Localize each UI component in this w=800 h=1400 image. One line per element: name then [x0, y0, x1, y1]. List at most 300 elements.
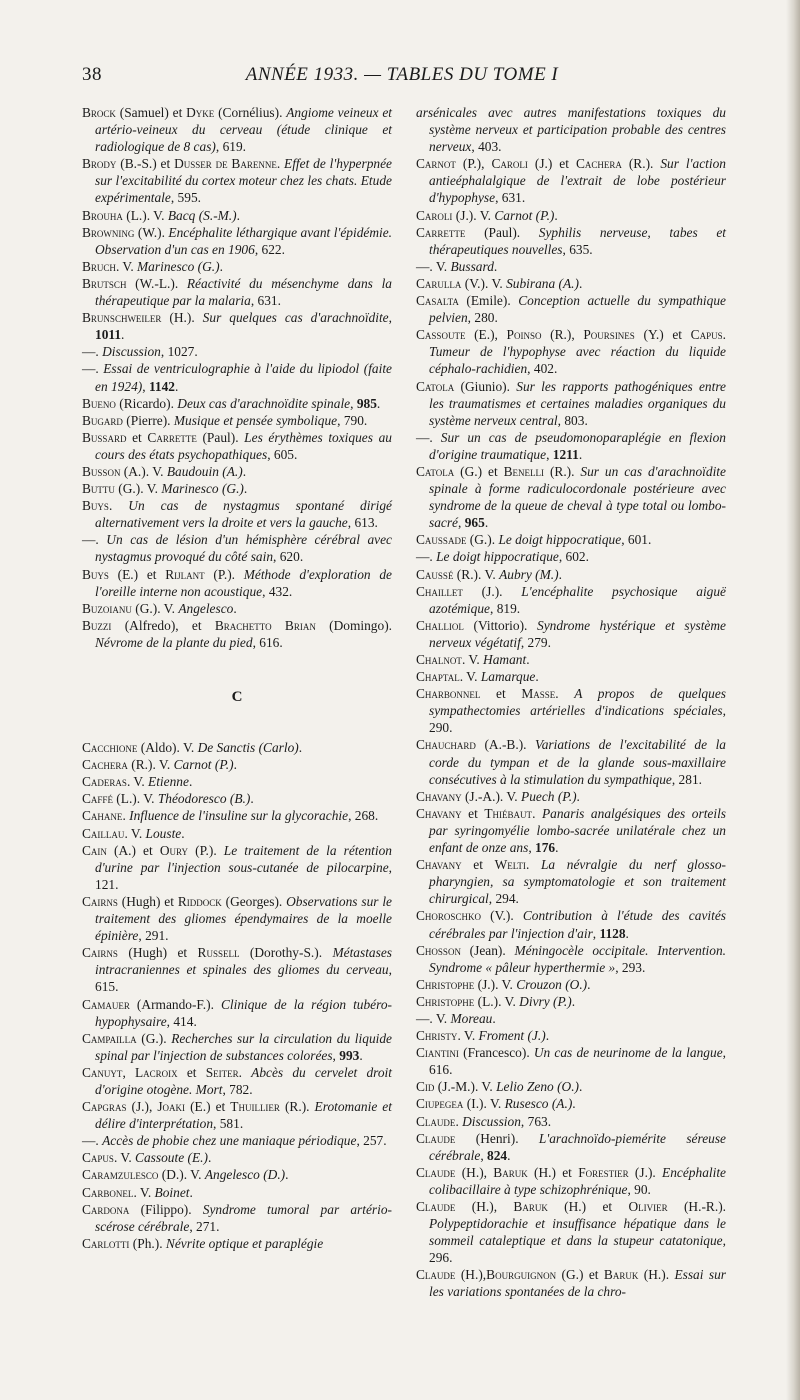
index-entry	[82, 1235, 392, 1252]
index-entry	[416, 155, 726, 206]
entry-text: (V.). V.	[461, 275, 507, 291]
entry-text: Discussion	[462, 1113, 521, 1129]
entry-text: .	[493, 258, 498, 274]
index-entry	[416, 583, 726, 617]
entry-text: 1011	[95, 327, 122, 343]
entry-text: Chalnot	[416, 652, 462, 667]
entry-text: , 90.	[627, 1181, 651, 1197]
entry-text: Caderas	[82, 774, 127, 790]
entry-text: (Alfredo), et	[111, 617, 215, 633]
entry-text: ,	[528, 840, 536, 856]
index-entry	[416, 326, 726, 377]
entry-text: 985	[356, 395, 377, 411]
index-entries-c-left	[82, 739, 392, 1252]
entry-text: Claude	[416, 1113, 456, 1129]
entry-text: Chauchard	[416, 737, 476, 753]
index-entry	[82, 343, 392, 360]
index-entry	[82, 104, 392, 155]
entry-text: A propos de quelques sympathectomies artérielles d'indications spéciales	[429, 686, 726, 719]
index-entry	[416, 531, 726, 548]
entry-text: (H.),	[455, 1267, 487, 1283]
index-entry	[82, 1201, 392, 1235]
entry-text: , 620.	[273, 549, 304, 565]
index-entry	[416, 104, 726, 155]
entry-text: (L.). V.	[112, 791, 158, 807]
index-entry	[416, 856, 726, 907]
entry-text: Le doigt hippocratique	[436, 549, 559, 565]
entry-text: , 257.	[356, 1133, 387, 1149]
entry-text: Baruk	[603, 1267, 639, 1283]
index-entry	[416, 429, 726, 463]
entry-text: Syndrome tumoral par artério-scérose cérébrale	[95, 1201, 392, 1234]
entry-text: et	[480, 686, 522, 702]
entry-text: Choroschko	[416, 908, 481, 924]
index-entry	[416, 907, 726, 941]
entry-text: .	[572, 1096, 576, 1112]
entry-text: (Paul).	[196, 429, 245, 445]
entry-text: (H.),	[455, 1199, 514, 1214]
entry-text: Capgras	[82, 1099, 127, 1115]
entry-text: Carbonel	[82, 1184, 134, 1200]
index-entry	[416, 566, 726, 583]
entry-text: Le traitement de la rétention d'urine par l'injection sous-cutanée de pilocarpine	[95, 842, 392, 875]
entry-text: Seiter	[205, 1064, 239, 1080]
entry-text: (Y.) et	[634, 327, 691, 343]
entry-text: Christophe	[416, 976, 475, 992]
entry-text: —.	[82, 344, 103, 360]
index-entry	[416, 1095, 726, 1112]
entry-text: .	[122, 808, 130, 824]
entry-text: (A.) et	[106, 842, 160, 858]
index-entry	[82, 360, 392, 394]
entry-text: , 279.	[520, 634, 551, 650]
entry-text: (R.),	[541, 327, 584, 343]
entry-text: Théodoresco (B.)	[157, 791, 251, 807]
entry-text: ,	[546, 446, 553, 462]
entry-text: Accès de phobie chez une maniaque périodique	[102, 1133, 357, 1149]
entry-text: Angiome veineux et artério-veineux du cerveau (étude clinique et radiologique de 8 cas)	[95, 105, 392, 155]
entry-text: L'arachnoïdo-piemérite séreuse cérébrale	[429, 1130, 727, 1163]
entry-text: , 615.	[95, 962, 392, 995]
section-letter: C	[231, 689, 243, 705]
entry-text: Cassoute	[416, 327, 466, 343]
entry-text: .	[576, 788, 580, 804]
entry-text: .	[587, 976, 591, 992]
entry-text: , 602.	[558, 549, 589, 565]
entry-text: Polypeptidorachie et insuffisance hépatique dans le sommeil cataleptique et dans la stupeur catatonique	[429, 1216, 726, 1249]
entry-text: .	[236, 207, 240, 223]
entry-text: Lacroix	[134, 1064, 178, 1080]
entry-text: Charbonnel	[416, 686, 481, 702]
entry-text: Etienne	[148, 774, 189, 790]
entry-text: .	[121, 327, 125, 343]
entry-text: ,	[480, 1147, 488, 1163]
entry-text: (D.). V.	[158, 1167, 205, 1183]
entry-text: 1128	[599, 925, 626, 941]
entry-text: (J.-M.). V.	[434, 1079, 497, 1095]
entry-text: Sur quelques cas d'arachnoïdite	[202, 310, 389, 326]
entry-text: Puech (P.)	[521, 788, 577, 804]
entry-text: .	[507, 1147, 511, 1163]
entry-text: Sur les rapports pathogéniques entre les traumatismes et certaines maladies organiques du système nerveux central	[429, 378, 726, 428]
index-entry	[82, 807, 392, 824]
entry-text: Encéphalite léthargique avant l'épidémie. Observation d'un cas en 1906	[95, 224, 393, 257]
entry-text: Névrite optique et paraplégie	[165, 1235, 324, 1251]
entry-text: .	[625, 925, 629, 941]
index-entry	[416, 993, 726, 1010]
entry-text: Sur un cas de pseudomonoparaplégie en flexion d'origine traumatique	[429, 429, 726, 462]
entry-text: Caffé	[82, 791, 113, 807]
entry-text: (W.).	[134, 224, 169, 240]
entry-text: (Francesco).	[458, 1045, 534, 1061]
index-entry	[82, 893, 392, 944]
entry-text: Chaillet	[416, 583, 463, 599]
entry-text: Claude	[416, 1164, 456, 1180]
index-entry	[416, 668, 726, 685]
entry-text: (J.).	[462, 583, 522, 599]
entry-text: . V.	[133, 1184, 155, 1200]
entry-text: et	[461, 857, 495, 873]
entry-text: Riddock	[177, 893, 222, 909]
index-entry	[82, 531, 392, 565]
entry-text: Effet de l'hyperpnée sur l'excitabilité du cortex moteur chez les chats. Etude expérimentale	[95, 156, 392, 206]
entry-text: Caramzulesco	[82, 1167, 159, 1183]
entry-text: , 605.	[267, 446, 298, 462]
entry-text: , 595.	[170, 190, 201, 206]
entry-text: Subirana (A.)	[506, 275, 579, 291]
entry-text: ,	[350, 395, 357, 411]
entry-text: (Ph.).	[129, 1235, 166, 1251]
entry-text: (H.),	[455, 1164, 494, 1180]
entry-text: (J.),	[126, 1099, 158, 1115]
entry-text: Baudouin (A.)	[166, 463, 243, 479]
index-entry	[82, 429, 392, 463]
index-entries-b	[82, 104, 392, 651]
entry-text: .	[285, 1167, 289, 1183]
entry-text: 824	[487, 1147, 508, 1163]
entry-text: 965	[464, 515, 485, 531]
entry-text: —. V.	[416, 1010, 451, 1026]
entry-text: Bacq (S.-M.)	[167, 207, 237, 223]
entry-text: (Dorothy-S.).	[239, 945, 333, 961]
entry-text: Welti	[494, 857, 526, 873]
index-entry	[416, 1044, 726, 1078]
entry-text: Benelli	[503, 463, 545, 479]
entry-text: Catola	[416, 378, 455, 394]
entry-text: (H.).	[161, 310, 203, 326]
index-entry	[82, 773, 392, 790]
entry-text: Baruk	[513, 1199, 548, 1214]
entry-text: (P.).	[188, 842, 224, 858]
entry-text: (J.).	[628, 1164, 663, 1180]
entry-text: , 790.	[337, 412, 368, 428]
index-entry	[416, 292, 726, 326]
entry-text: .	[571, 993, 576, 1009]
entry-text: Sur un cas d'arachnoïdite spinale à forme radiculocordonale postérieure avec syndrome de la queue de cheval à type total ou lombo-sacré	[429, 463, 726, 531]
page-edge-shadow	[786, 0, 800, 1400]
entry-text: Casalta	[416, 293, 459, 309]
entry-text: , 296.	[429, 1233, 726, 1266]
entry-text: Cain	[82, 842, 107, 858]
entry-text: Cardona	[82, 1201, 130, 1217]
entry-text: Browning	[82, 224, 135, 240]
entry-text: Baruk	[493, 1164, 528, 1180]
entry-text: —.	[416, 429, 441, 445]
entry-text: .	[250, 791, 254, 807]
entry-text: (H.).	[638, 1267, 675, 1283]
entry-text: Carrette	[147, 429, 197, 445]
entry-text: , 616.	[252, 634, 283, 650]
entry-text: .	[376, 395, 381, 411]
entry-text: .	[238, 1064, 252, 1080]
entry-text: , 803.	[557, 412, 588, 428]
entry-text: Olivier	[628, 1199, 668, 1214]
entry-text: , 581.	[213, 1116, 244, 1132]
index-entry	[82, 1132, 392, 1149]
index-entry	[416, 1113, 726, 1130]
entry-text: , 432.	[262, 583, 293, 599]
entry-text: Bugard	[82, 412, 123, 428]
index-entry	[82, 842, 392, 893]
entry-text: .	[233, 757, 237, 773]
entry-text: Bussard	[450, 258, 494, 274]
entry-text: Christophe	[416, 993, 475, 1009]
entry-text: et	[461, 805, 485, 821]
entry-text: (E.) et	[108, 566, 166, 582]
page-header	[82, 64, 722, 88]
index-entry	[82, 497, 392, 531]
index-entry	[82, 1098, 392, 1132]
entry-text: Cassoute (E.)	[135, 1150, 208, 1166]
entry-text: Conception actuelle du sympathique pelvien	[429, 293, 726, 326]
entry-text: Claude	[416, 1199, 456, 1214]
index-entry	[416, 1266, 726, 1300]
entry-text: .	[578, 446, 583, 462]
entry-text: Observations sur le traitement des gliomes épendymaires de la moelle épinière	[95, 893, 392, 944]
entry-text: , 819.	[490, 600, 521, 616]
entry-text: —.	[416, 549, 437, 565]
index-entry	[416, 736, 726, 787]
entry-text: 993	[339, 1047, 360, 1063]
entry-text: , 294.	[488, 891, 519, 907]
index-entry	[416, 275, 726, 292]
entry-text: Caroli	[416, 207, 453, 223]
entry-text: Claude	[416, 1267, 456, 1283]
entry-text: .	[555, 686, 575, 702]
entry-text: —.	[82, 361, 104, 377]
entry-text: .	[207, 1150, 212, 1166]
entry-text: (Pierre).	[122, 412, 174, 428]
entry-text: —. V.	[416, 258, 451, 274]
entry-text: (Hugh) et	[117, 893, 178, 909]
index-entry	[416, 1130, 726, 1164]
entry-text: Carulla	[416, 275, 462, 291]
entry-text: Masse	[521, 686, 556, 702]
entry-text: Cairns	[82, 945, 118, 961]
entry-text: Deux cas d'arachnoïdite spinale	[177, 395, 351, 411]
entry-text: .	[484, 515, 489, 531]
entry-text: .	[276, 156, 285, 172]
entry-text: . V.	[461, 652, 484, 667]
entry-text: . V.	[124, 825, 146, 841]
entry-text: Marinesco (G.)	[137, 258, 220, 274]
entry-text: ,	[388, 310, 392, 326]
index-entry	[82, 996, 392, 1030]
entry-text: Carrette	[416, 224, 466, 240]
entry-text: .	[219, 258, 223, 274]
entry-text: Dyke	[186, 105, 215, 120]
entry-text: Musique et pensée symbolique	[173, 412, 338, 428]
entry-text: (Hugh) et	[117, 945, 198, 961]
entry-text: Ciupegea	[416, 1096, 464, 1112]
entry-text: La névralgie du nerf glosso-pharyngien, sa symptomatologie et son traitement chirurgical	[429, 857, 727, 907]
index-entry	[416, 976, 726, 993]
entry-text: Brachetto Brian	[214, 617, 316, 633]
entry-text: —.	[82, 532, 107, 548]
left-column	[82, 104, 392, 1252]
entry-text: (P.),	[455, 156, 492, 172]
index-entry	[416, 548, 726, 565]
entry-text: Oury	[159, 842, 189, 858]
index-entry	[82, 825, 392, 842]
entry-text: . V.	[457, 1028, 479, 1044]
entry-text: Louste	[145, 825, 182, 841]
entry-text: . V.	[459, 669, 481, 685]
entry-text: Chavany	[416, 788, 462, 804]
entry-text: , 782.	[222, 1081, 253, 1097]
entry-text: (A.-B.).	[475, 737, 536, 753]
entry-text: .	[243, 481, 248, 497]
entry-text: Influence de l'insuline sur la glycorachie	[129, 808, 349, 824]
entry-text: ,	[332, 1047, 340, 1063]
entry-text: Claude	[416, 1130, 456, 1146]
entry-text: Buzzi	[82, 617, 112, 633]
entry-text: Recherches sur la circulation du liquide spinal par l'injection de substances colorées	[95, 1030, 392, 1063]
entry-text: (G.) et	[454, 463, 504, 479]
entry-text: (G.). V.	[114, 481, 162, 497]
entry-text: Caussade	[416, 532, 467, 548]
entry-text: (L.). V.	[122, 207, 168, 223]
entry-text: .	[174, 378, 179, 394]
entry-text: Brunschweiler	[82, 310, 162, 326]
entry-text: , 631.	[495, 190, 526, 206]
index-entry	[82, 1064, 392, 1098]
entry-text: ,	[142, 378, 149, 394]
entry-text: Moreau	[450, 1010, 493, 1026]
entry-text: Chavany	[416, 857, 462, 873]
entry-text: (R.). V.	[127, 757, 174, 773]
entry-text: Hamant	[483, 652, 527, 667]
entry-text: (Jean).	[460, 942, 515, 958]
index-entry	[82, 1184, 392, 1201]
index-entry	[416, 258, 726, 275]
entry-text: Canuyt	[82, 1064, 123, 1080]
entry-text: Panaris analgésiques des orteils par syringomyélie lombo-sacrée unilatérale chez un enfant de onze ans	[429, 805, 727, 856]
entry-text: .	[579, 1079, 583, 1095]
entry-text: Abcès du cervelet droit d'origine otogène. Mort	[95, 1064, 392, 1097]
entry-text: Tumeur de l'hypophyse avec réaction du liquide céphalo-rachidien	[429, 344, 726, 377]
entry-text: (I.). V.	[463, 1096, 505, 1112]
entry-text: (Domingo).	[315, 617, 392, 633]
entry-text: Capus	[82, 1150, 114, 1166]
entry-text: Bueno	[82, 395, 116, 411]
entry-text: Ciantini	[416, 1045, 459, 1061]
entry-text: Buttu	[82, 481, 115, 497]
entry-text: , 613.	[347, 515, 378, 531]
index-entry	[82, 412, 392, 429]
index-entries-c-right	[416, 104, 726, 1301]
entry-text: Cachera	[82, 757, 128, 773]
page-number: 38	[82, 64, 102, 85]
entry-text: (B.-S.) et	[116, 156, 175, 172]
entry-text: , 763.	[520, 1113, 552, 1129]
index-entry	[82, 1030, 392, 1064]
index-entry	[82, 600, 392, 617]
entry-text: Busson	[82, 463, 121, 479]
entry-text: ,	[592, 925, 600, 941]
entry-text: 176	[535, 840, 556, 856]
entry-text: Christy	[416, 1028, 458, 1044]
entry-text: .	[492, 1010, 496, 1026]
index-entry	[416, 1078, 726, 1095]
entry-text: (V.).	[480, 908, 523, 924]
entry-text: (R.).	[279, 1099, 315, 1115]
entry-text: (R.). V.	[453, 566, 500, 582]
entry-text: , 635.	[562, 241, 593, 257]
index-entry	[416, 617, 726, 651]
index-entry	[82, 224, 392, 258]
entry-text: Buys	[82, 498, 109, 514]
entry-text: , 622.	[254, 241, 285, 257]
entry-text: .	[555, 840, 559, 856]
index-entry	[82, 309, 392, 343]
entry-text: .	[535, 669, 539, 685]
index-entry	[416, 805, 726, 856]
entry-text: .	[298, 740, 303, 756]
entry-text: Thiébaut	[484, 805, 533, 821]
index-entry	[82, 617, 392, 651]
entry-text: (Samuel) et	[115, 105, 187, 120]
entry-text: (E.) et	[185, 1099, 231, 1115]
entry-text: Froment (J.)	[478, 1028, 546, 1044]
index-entry	[82, 463, 392, 480]
entry-text: Cid	[416, 1079, 435, 1095]
entry-text: Carnot (P.)	[494, 207, 555, 223]
entry-text: (G.) et	[556, 1267, 604, 1283]
entry-text: (H.) et	[547, 1199, 629, 1214]
entry-text: (J.). V.	[452, 207, 495, 223]
entry-text: , 1027.	[160, 344, 198, 360]
entry-text: (Henri).	[455, 1130, 539, 1146]
entry-text: .	[108, 498, 129, 514]
entry-text: , 601.	[621, 532, 652, 548]
entry-text: , 280.	[467, 310, 498, 326]
entry-text: , 271.	[189, 1218, 220, 1234]
entry-text: , 414.	[166, 1013, 197, 1029]
entry-text: Rusesco (A.)	[504, 1096, 573, 1112]
entry-text: De Sanctis (Carlo)	[197, 740, 299, 756]
index-entry	[82, 395, 392, 412]
index-entry	[82, 1166, 392, 1183]
entry-text: Carlotti	[82, 1235, 130, 1251]
entry-text: (P.).	[204, 566, 244, 582]
entry-text: Capus	[690, 327, 723, 343]
entry-text: (L.). V.	[474, 993, 520, 1009]
entry-text: Clinique de la région tubéro-hypophysaire	[95, 996, 392, 1029]
index-entry	[82, 207, 392, 224]
entry-text: , 291.	[138, 928, 169, 944]
entry-text: .	[722, 327, 726, 343]
